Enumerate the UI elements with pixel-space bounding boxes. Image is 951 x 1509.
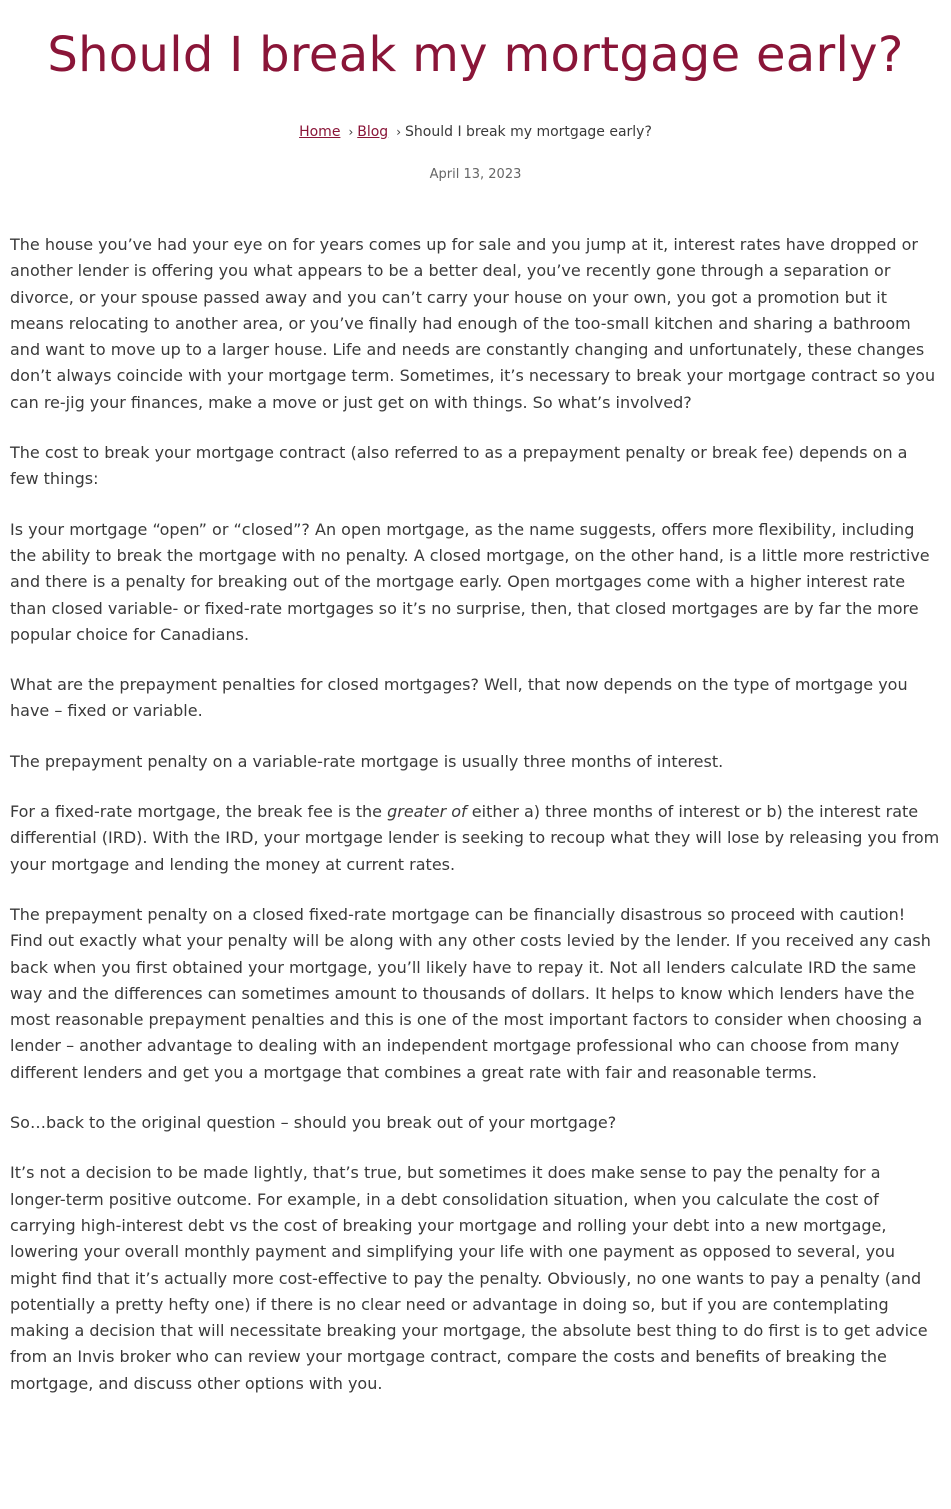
paragraph: Is your mortgage “open” or “closed”? An open mortgage, as the name suggests, offers more flexibility, including the ability to break the mortgage with no penalty. A closed mortgage, on the other hand, is a little more restrictive and there is a penalty for breaking out of the mortgage early. Open mortgages come with a higher interest rate than closed variable- or fixed-rate mortgages so it’s no surprise, then, that closed mortgages are by far the more popular choice for Canadians. xyxy=(10,519,930,644)
emphasis-text: greater of xyxy=(387,802,467,822)
breadcrumb-blog-link[interactable]: Blog xyxy=(357,124,389,140)
breadcrumb-current: Should I break my mortgage early? xyxy=(405,124,652,140)
paragraph: The house you’ve had your eye on for years comes up for sale and you jump at it, interest rates have dropped or another lender is offering you what appears to be a better deal, you’ve recently gone through a separation or divorce, or your spouse passed away and you can’t carry your house on your own, you got a promotion but it means relocating to another area, or you’ve finally had enough of the too-small kitchen and sharing a bathroom and want to move up to a larger house. Life and needs are constantly changing and unfortunately, these changes don’t always coincide with your mortgage term. Sometimes, it’s necessary to break your mortgage contract so you can re-jig your finances, make a move or just get on with things. So what’s involved? xyxy=(10,235,936,412)
chevron-right-icon: › xyxy=(348,125,354,139)
paragraph: The prepayment penalty on a variable-rate mortgage is usually three months of interest. xyxy=(10,751,724,771)
paragraph xyxy=(10,799,941,878)
chevron-right-icon: › xyxy=(396,125,402,139)
paragraph: So…back to the original question – should you break out of your mortgage? xyxy=(10,1113,617,1133)
page-title: Should I break my mortgage early? xyxy=(47,27,904,83)
paragraph-text: For a fixed-rate mortgage, the break fee is the xyxy=(10,802,388,822)
breadcrumb xyxy=(10,122,941,142)
post-date: April 13, 2023 xyxy=(429,167,522,182)
page xyxy=(0,26,951,1397)
paragraph: What are the prepayment penalties for closed mortgages? Well, that now depends on the type of mortgage you have – fixed or variable. xyxy=(10,675,908,721)
paragraph: The prepayment penalty on a closed fixed-rate mortgage can be financially disastrous so proceed with caution! Find out exactly what your penalty will be along with any other costs levied by the lender. If you received any cash back when you first obtained your mortgage, you’ll likely have to repay it. Not all lenders calculate IRD the same way and the differences can sometimes amount to thousands of dollars. It helps to know which lenders have the most reasonable prepayment penalties and this is one of the most important factors to consider when choosing a lender – another advantage to dealing with an independent mortgage professional who can choose from many different lenders and get you a mortgage that combines a great rate with fair and reasonable terms. xyxy=(10,904,931,1082)
article-body xyxy=(10,232,941,1397)
breadcrumb-home-link[interactable]: Home xyxy=(299,124,341,140)
paragraph-text: either a) three months of interest or b) the interest rate differential (IRD). With the IRD, your mortgage lender is seeking to recoup what they will lose by releasing you from your mortgage and lending the money at current rates. xyxy=(10,802,940,874)
paragraph: The cost to break your mortgage contract (also referred to as a prepayment penalty or break fee) depends on a few things: xyxy=(10,443,908,489)
paragraph: It’s not a decision to be made lightly, that’s true, but sometimes it does make sense to pay the penalty for a longer-term positive outcome. For example, in a debt consolidation situation, when you calculate the cost of carrying high-interest debt vs the cost of breaking your mortgage and rolling your debt into a new mortgage, lowering your overall monthly payment and simplifying your life with one payment as opposed to several, you might find that it’s actually more cost-effective to pay the penalty. Obviously, no one wants to pay a penalty (and potentially a pretty hefty one) if there is no clear need or advantage in doing so, but if you are contemplating making a decision that will necessitate breaking your mortgage, the absolute best thing to do first is to get advice from an Invis broker who can review your mortgage contract, compare the costs and benefits of breaking the mortgage, and discuss other options with you. xyxy=(10,1163,928,1393)
